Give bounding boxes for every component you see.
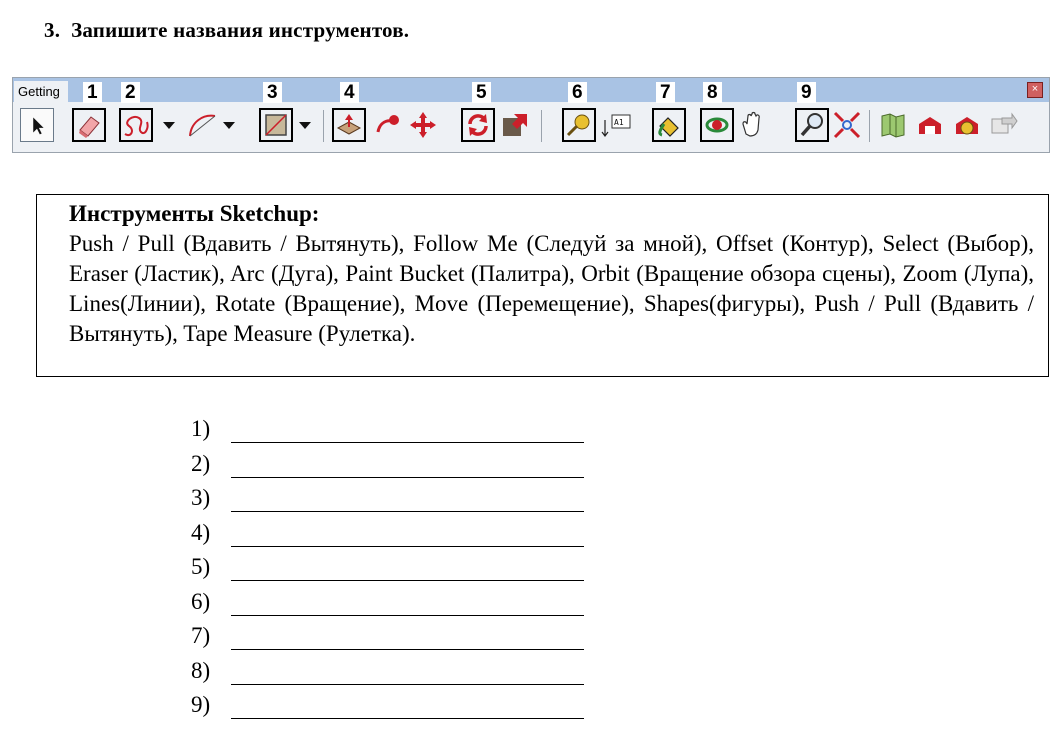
sketchup-toolbar xyxy=(12,77,1050,153)
answer-row xyxy=(191,688,584,723)
answer-number: 3) xyxy=(191,485,211,511)
answer-number: 5) xyxy=(191,554,211,580)
answer-number: 9) xyxy=(191,692,211,718)
chevron-down-icon[interactable] xyxy=(219,108,239,142)
freehand-line-icon[interactable] xyxy=(119,108,153,142)
answer-list xyxy=(191,412,584,723)
answer-blank[interactable] xyxy=(231,579,584,581)
tool-number-5: 5 xyxy=(472,82,491,103)
tool-number-7: 7 xyxy=(656,82,675,103)
tool-number-4: 4 xyxy=(340,82,359,103)
toolbar-tab[interactable]: Getting xyxy=(14,81,68,102)
answer-row xyxy=(191,550,584,585)
answer-blank[interactable] xyxy=(231,648,584,650)
follow-me-icon[interactable] xyxy=(370,108,404,142)
task-number: 3. xyxy=(44,18,61,42)
tape-measure-icon[interactable] xyxy=(562,108,596,142)
eraser-icon[interactable] xyxy=(72,108,106,142)
answer-blank[interactable] xyxy=(231,717,584,719)
answer-row xyxy=(191,619,584,654)
rectangle-shape-icon[interactable] xyxy=(259,108,293,142)
answer-row xyxy=(191,516,584,551)
answer-row xyxy=(191,412,584,447)
tool-number-3: 3 xyxy=(263,82,282,103)
arc-icon[interactable] xyxy=(185,108,219,142)
answer-blank[interactable] xyxy=(231,510,584,512)
zoom-icon[interactable] xyxy=(795,108,829,142)
extension-icon[interactable] xyxy=(950,108,984,142)
answer-blank[interactable] xyxy=(231,614,584,616)
scale-icon[interactable] xyxy=(498,108,532,142)
pan-hand-icon[interactable] xyxy=(736,108,770,142)
share-icon[interactable] xyxy=(986,108,1020,142)
text-label-glyph: A1 xyxy=(614,118,624,127)
info-title: Инструменты Sketchup: xyxy=(69,201,320,226)
toolbar-divider xyxy=(541,110,542,142)
answer-number: 1) xyxy=(191,416,211,442)
answer-number: 8) xyxy=(191,657,211,683)
paint-bucket-icon[interactable] xyxy=(652,108,686,142)
task-title xyxy=(44,18,409,43)
warehouse-icon[interactable] xyxy=(913,108,947,142)
answer-blank[interactable] xyxy=(231,441,584,443)
answer-number: 4) xyxy=(191,519,211,545)
chevron-down-icon[interactable] xyxy=(295,108,315,142)
answer-number: 2) xyxy=(191,450,211,476)
tool-number-6: 6 xyxy=(568,82,587,103)
select-arrow-icon[interactable] xyxy=(20,108,54,142)
tool-number-2: 2 xyxy=(121,82,140,103)
task-text: Запишите названия инструментов. xyxy=(71,18,410,42)
tools-info-box xyxy=(36,194,1049,377)
chevron-down-icon[interactable] xyxy=(159,108,179,142)
close-icon[interactable]: × xyxy=(1027,82,1043,98)
zoom-extents-icon[interactable] xyxy=(830,108,864,142)
tool-number-8: 8 xyxy=(703,82,722,103)
answer-number: 7) xyxy=(191,623,211,649)
map-icon[interactable] xyxy=(876,108,910,142)
tool-number-1: 1 xyxy=(83,82,102,103)
answer-row xyxy=(191,585,584,620)
push-pull-icon[interactable] xyxy=(332,108,366,142)
answer-row xyxy=(191,654,584,689)
answer-row xyxy=(191,447,584,482)
answer-blank[interactable] xyxy=(231,683,584,685)
tool-number-9: 9 xyxy=(797,82,816,103)
answer-blank[interactable] xyxy=(231,476,584,478)
answer-number: 6) xyxy=(191,588,211,614)
move-icon[interactable] xyxy=(406,108,440,142)
answer-blank[interactable] xyxy=(231,545,584,547)
orbit-icon[interactable] xyxy=(700,108,734,142)
toolbar-divider xyxy=(869,110,870,142)
toolbar-divider xyxy=(323,110,324,142)
rotate-icon[interactable] xyxy=(461,108,495,142)
answer-row xyxy=(191,481,584,516)
info-text: Push / Pull (Вдавить / Вытянуть), Follow Me (Следуй за мной), Offset (Контур), Select (Выбор), Eraser (Ластик), Arc (Дуга), Paint Bucket (Палитра), Orbit (Вращение обзора сцены), Zoom (Лупа), Lines(Линии), Rotate (Вращение), Move (Перемещение), Shapes(фигуры), Push / Pull (Вдавить / Вытянуть), Tape Measure (Рулетка). xyxy=(69,231,1034,346)
toolbar-title-bar xyxy=(13,78,1049,102)
text-label-icon[interactable] xyxy=(599,108,633,142)
